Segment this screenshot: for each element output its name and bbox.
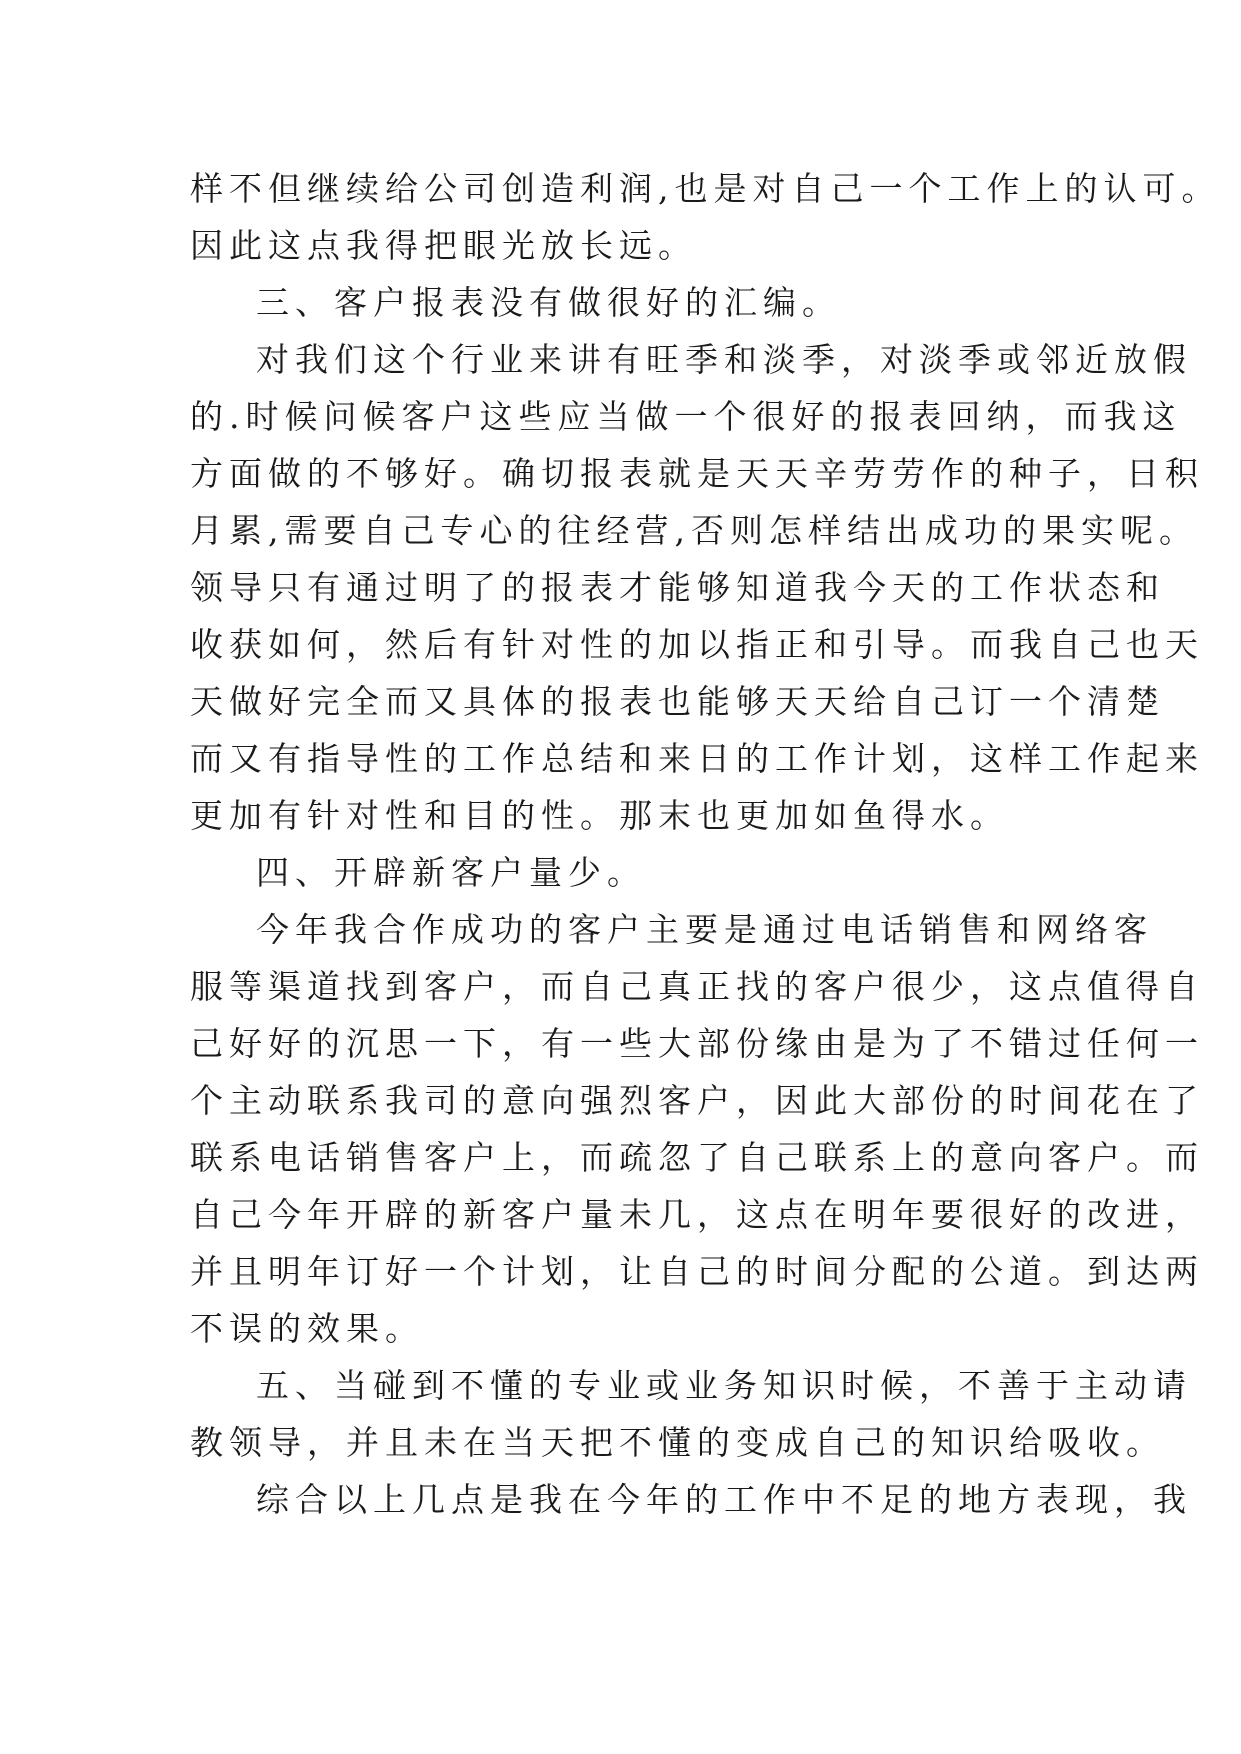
- text-line: 的.时候问候客户这些应当做一个很好的报表回纳，而我这: [190, 397, 1182, 436]
- text-line: 收获如何，然后有针对性的加以指正和引导。而我自己也天: [190, 625, 1204, 664]
- text-line: 月累,需要自己专心的往经营,否则怎样结出成功的果实呢。: [190, 511, 1198, 550]
- text-line: 天做好完全而又具体的报表也能够天天给自己订一个清楚: [190, 682, 1165, 721]
- text-line: 领导只有通过明了的报表才能够知道我今天的工作状态和: [190, 568, 1165, 607]
- text-line: 自己今年开辟的新客户量未几，这点在明年要很好的改进，: [190, 1195, 1204, 1234]
- text-line: 对我们这个行业来讲有旺季和淡季，对淡季或邻近放假: [256, 340, 1192, 379]
- text-line: 己好好的沉思一下，有一些大部份缘由是为了不错过任何一: [190, 1024, 1204, 1063]
- text-line: 更加有针对性和目的性。那末也更加如鱼得水。: [190, 796, 1009, 835]
- text-line: 因此这点我得把眼光放长远。: [190, 226, 697, 265]
- text-line: 综合以上几点是我在今年的工作中不足的地方表现，我: [256, 1480, 1192, 1519]
- text-line: 而又有指导性的工作总结和来日的工作计划，这样工作起来: [190, 739, 1204, 778]
- text-line: 今年我合作成功的客户主要是通过电话销售和网络客: [256, 910, 1153, 949]
- text-line: 服等渠道找到客户，而自己真正找的客户很少，这点值得自: [190, 967, 1204, 1006]
- text-line: 并且明年订好一个计划，让自己的时间分配的公道。到达两: [190, 1252, 1204, 1291]
- text-line: 样不但继续给公司创造利润,也是对自己一个工作上的认可。: [190, 169, 1221, 208]
- text-line: 个主动联系我司的意向强烈客户，因此大部份的时间花在了: [190, 1081, 1204, 1120]
- body-text: [190, 160, 1221, 1528]
- section-heading: 四、开辟新客户量少。: [256, 853, 646, 892]
- section-heading: 五、当碰到不懂的专业或业务知识时候，不善于主动请: [256, 1366, 1192, 1405]
- text-line: 联系电话销售客户上，而疏忽了自己联系上的意向客户。而: [190, 1138, 1204, 1177]
- text-line: 方面做的不够好。确切报表就是天天辛劳劳作的种子，日积: [190, 454, 1204, 493]
- text-line: 教领导，并且未在当天把不懂的变成自己的知识给吸收。: [190, 1423, 1165, 1462]
- section-heading: 三、客户报表没有做很好的汇编。: [256, 283, 841, 322]
- text-line: 不误的效果。: [190, 1309, 424, 1348]
